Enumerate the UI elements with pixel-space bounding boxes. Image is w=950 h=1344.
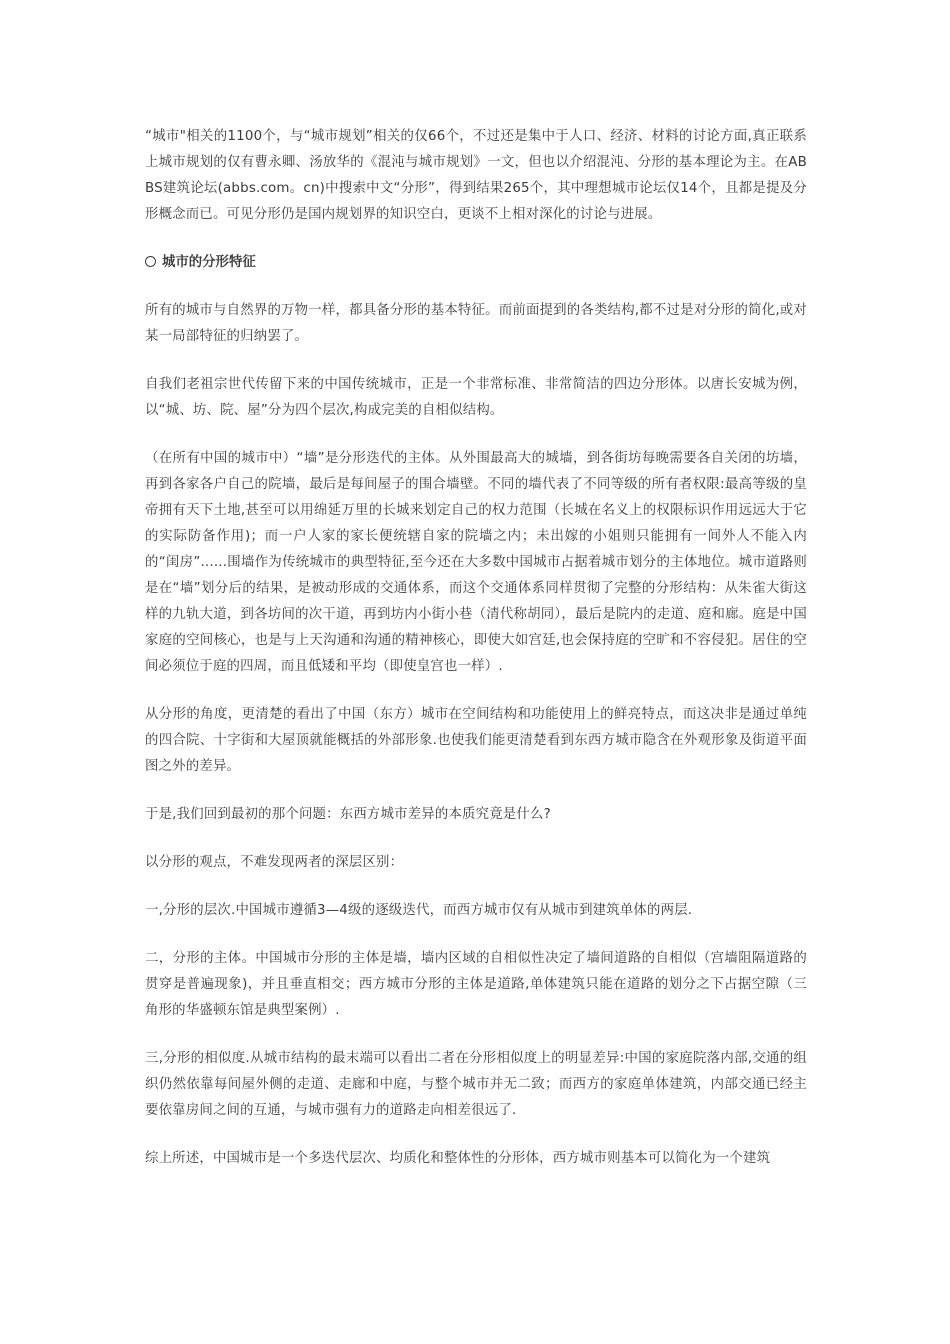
spacer xyxy=(145,680,807,702)
document-body xyxy=(145,124,807,1172)
paragraph-1: “城市"相关的1100个，与“城市规划”相关的仅66个，不过还是集中于人口、经济、材料的讨论方面,真正联系上城市规划的仅有曹永卿、汤放华的《混沌与城市规划》一文，但也以介绍混沌、分形的基本理论为主。在ABBS建筑论坛(abbs.com。cn)中搜索中文“分形”，得到结果265个，其中理想城市论坛仅14个，且都是提及分形概念而已。可见分形仍是国内规划界的知识空白，更谈不上相对深化的讨论与进展。 xyxy=(145,129,807,222)
paragraph-3: 自我们老祖宗世代传留下来的中国传统城市，正是一个非常标准、非常简洁的四边分形体。以唐长安城为例，以“城、坊、院、屋”分为四个层次,构成完美的自相似结构。 xyxy=(145,377,807,418)
paragraph-11: 综上所述，中国城市是一个多迭代层次、均质化和整体性的分形体，西方城市则基本可以简化为一个建筑 xyxy=(145,1151,771,1166)
paragraph-9: 二，分形的主体。中国城市分形的主体是墙，墙内区域的自相似性决定了墙间道路的自相似（宫墙阻隔道路的贯穿是普遍现象)，并且垂直相交；西方城市分形的主体是道路,单体建筑只能在道路的划分之下占据空隙（三角形的华盛顿东馆是典型案例）. xyxy=(145,951,807,1018)
paragraph-7: 以分形的观点，不难发现两者的深层区别： xyxy=(145,855,404,870)
spacer xyxy=(145,424,807,446)
spacer xyxy=(145,228,807,250)
section-heading-text: 城市的分形特征 xyxy=(162,255,256,270)
spacer xyxy=(145,350,807,372)
paragraph-10: 三,分形的相似度.从城市结构的最末端可以看出二者在分形相似度上的明显差异:中国的家庭院落内部,交通的组织仍然依靠每间屋外侧的走道、走廊和中庭，与整个城市并无二致；而西方的家庭单体建筑，内部交通已经主要依靠房间之间的互通，与城市强有力的道路走向相差很远了. xyxy=(145,1051,807,1118)
circle-bullet-icon xyxy=(145,256,156,267)
spacer xyxy=(145,276,807,298)
paragraph-2: 所有的城市与自然界的万物一样，都具备分形的基本特征。而前面提到的各类结构,都不过是对分形的简化,或对某一局部特征的归纳罢了。 xyxy=(145,303,807,344)
spacer xyxy=(145,780,807,802)
spacer xyxy=(145,924,807,946)
spacer xyxy=(145,1024,807,1046)
paragraph-5: 从分形的角度，更清楚的看出了中国（东方）城市在空间结构和功能使用上的鲜亮特点，而这决非是通过单纯的四合院、十字街和大屋顶就能概括的外部形象.也使我们能更清楚看到东西方城市隐含在外观形象及街道平面图之外的差异。 xyxy=(145,707,807,774)
section-heading xyxy=(145,250,807,276)
paragraph-4: （在所有中国的城市中）“墙”是分形迭代的主体。从外围最高大的城墙，到各街坊每晚需要各自关闭的坊墙，再到各家各户自己的院墙，最后是每间屋子的围合墙壁。不同的墙代表了不同等级的所有者权限:最高等级的皇帝拥有天下土地,甚至可以用绵延万里的长城来划定自己的权力范围（长城在名义上的权限标识作用远远大于它的实际防备作用)；而一户人家的家长便统辖自家的院墙之内；未出嫁的小姐则只能拥有一间外人不能入内的“闺房”......围墙作为传统城市的典型特征,至今还在大多数中国城市占据着城市划分的主体地位。城市道路则是在“墙”划分后的结果，是被动形成的交通体系，而这个交通体系同样贯彻了完整的分形结构：从朱雀大街这样的九轨大道，到各坊间的次干道，再到坊内小街小巷（清代称胡同），最后是院内的走道、庭和廊。庭是中国家庭的空间核心，也是与上天沟通和沟通的精神核心，即使大如宫廷,也会保持庭的空旷和不容侵犯。居住的空间必须位于庭的四周，而且低矮和平均（即使皇宫也一样）. xyxy=(145,451,807,674)
spacer xyxy=(145,828,807,850)
spacer xyxy=(145,876,807,898)
spacer xyxy=(145,1124,807,1146)
paragraph-8: 一,分形的层次.中国城市遵循3—4级的逐级迭代，而西方城市仅有从城市到建筑单体的两层. xyxy=(145,903,693,918)
paragraph-6: 于是,我们回到最初的那个问题：东西方城市差异的本质究竟是什么? xyxy=(145,807,551,822)
